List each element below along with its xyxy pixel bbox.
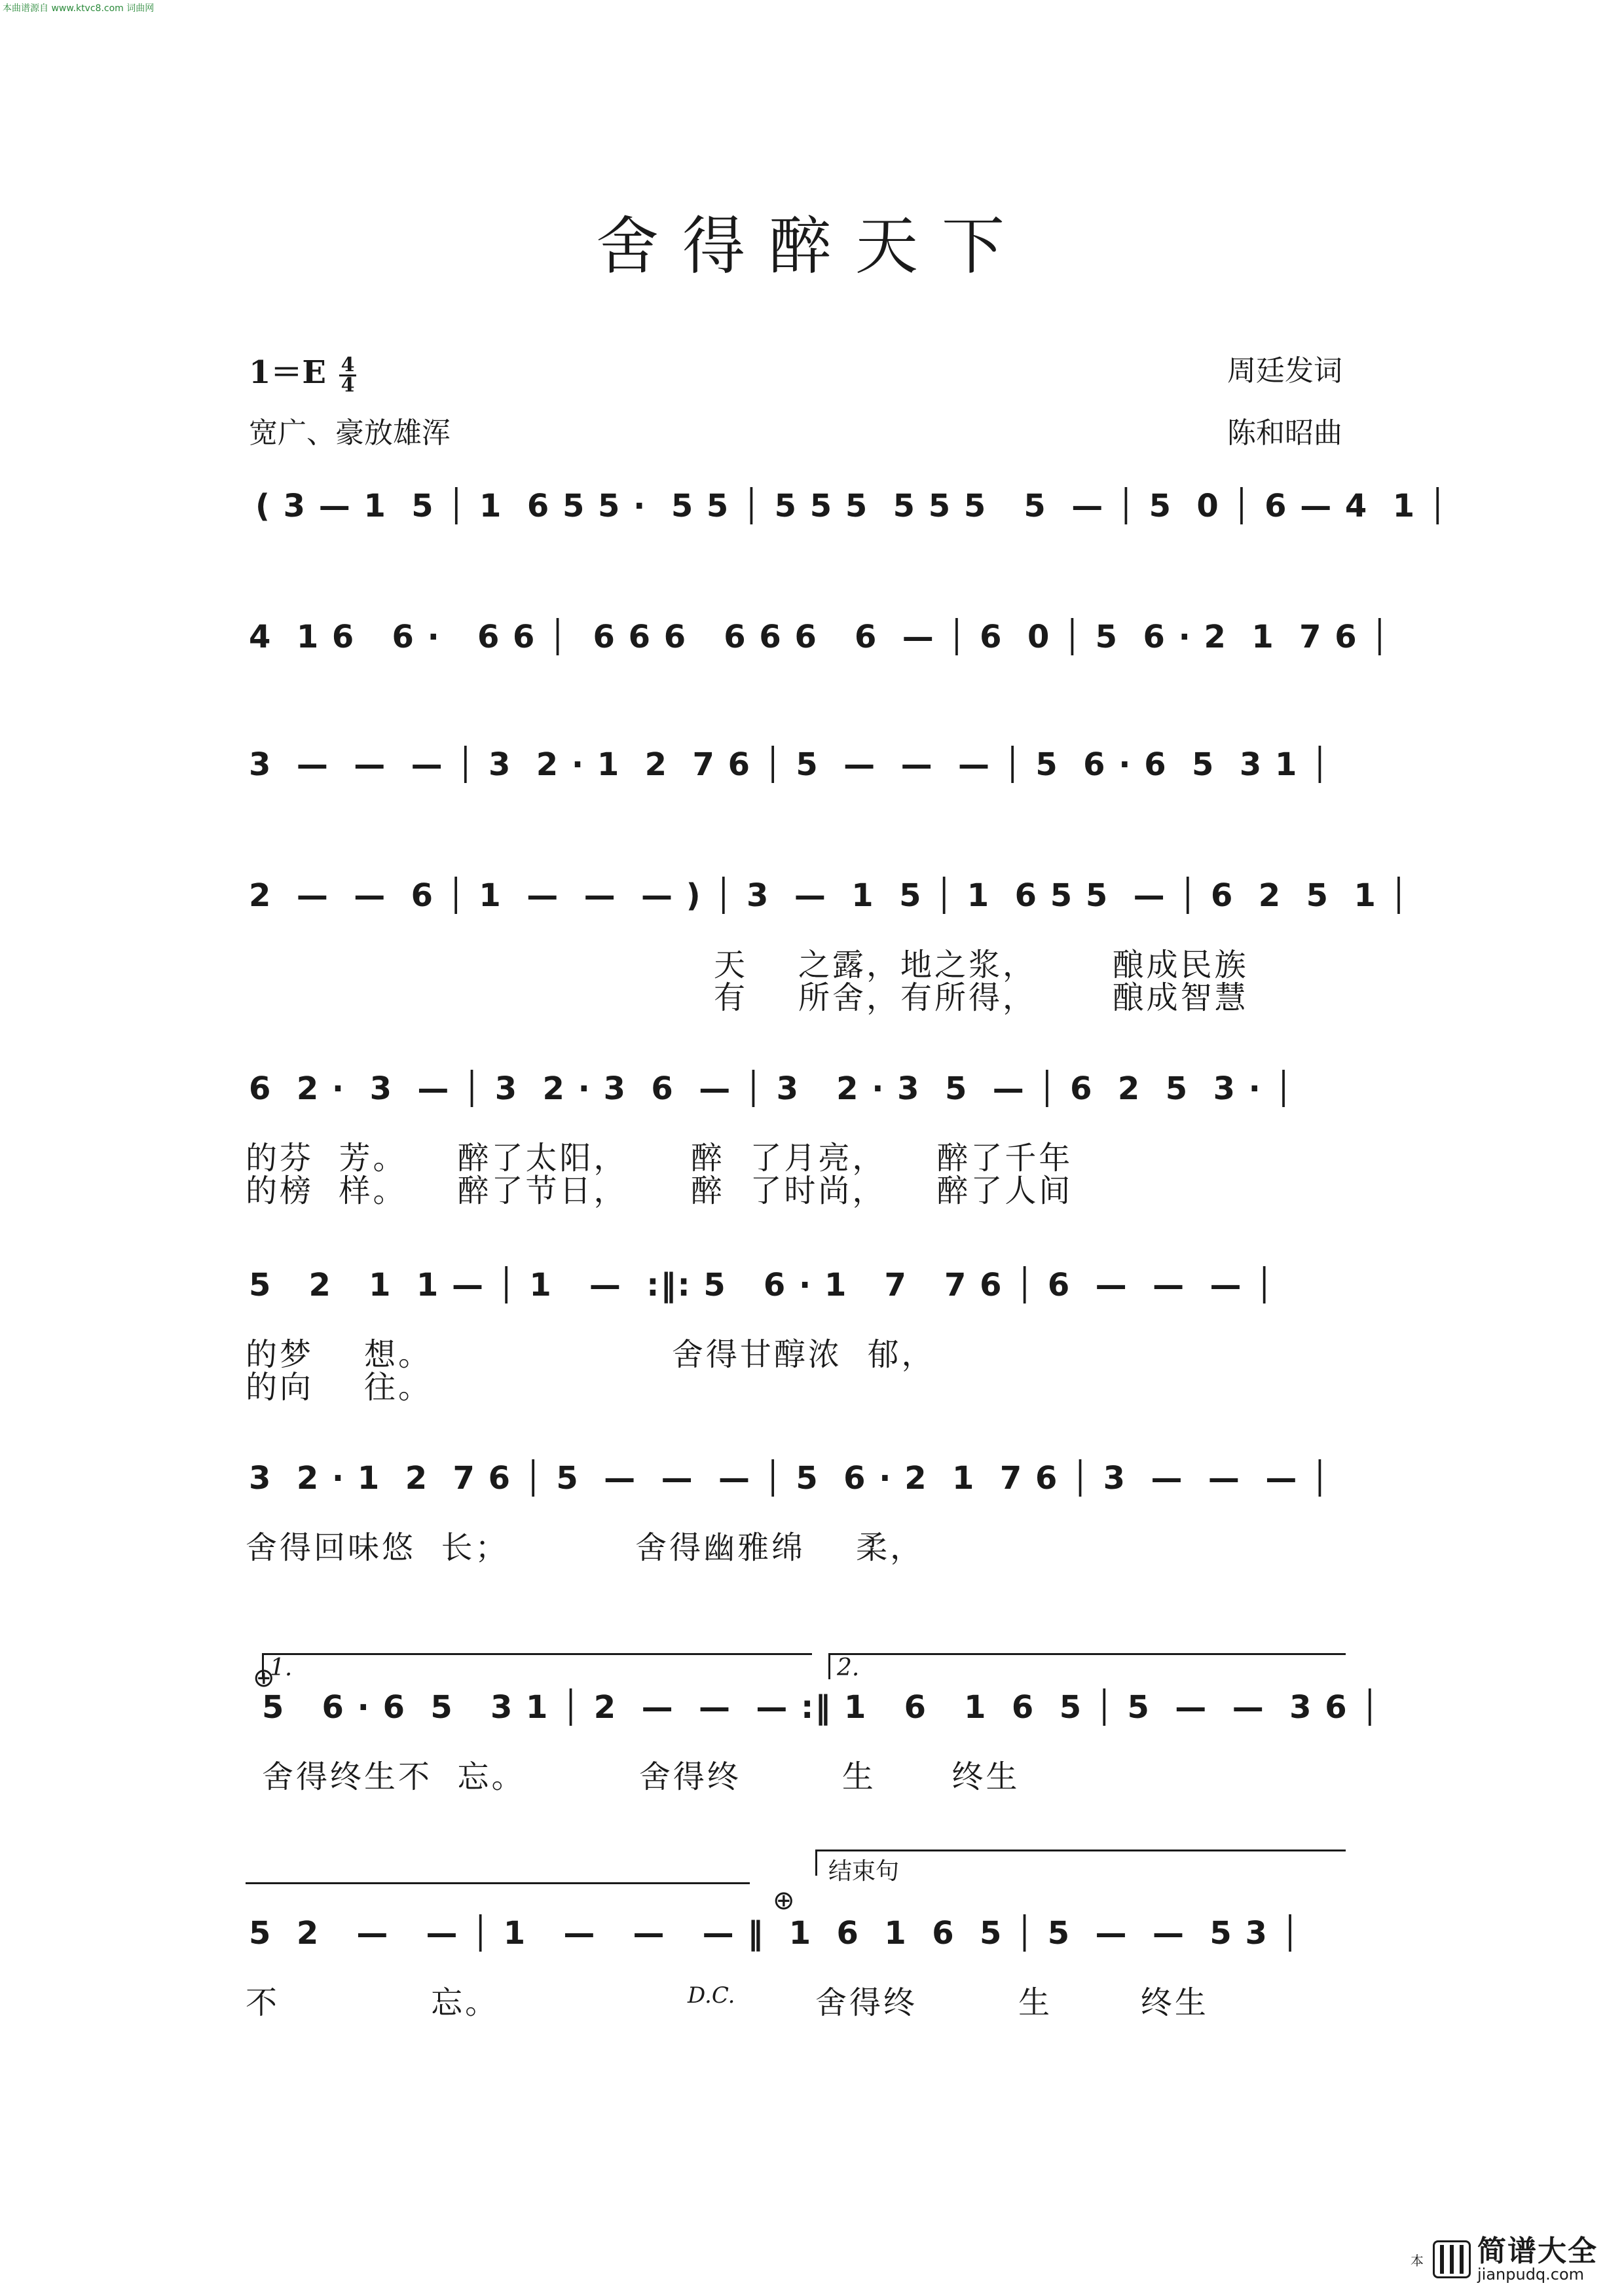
- notation-line-4: 2 — — 6 │ 1 — — — ) │ 3 — 1 5 │ 1 6 5 5 — │ 6 2 5 1 │: [249, 877, 1410, 914]
- logo-name: 简谱大全: [1477, 2234, 1598, 2268]
- logo-mark: 本: [1411, 2252, 1424, 2269]
- notation-line-3: 3 — — — │ 3 2 · 1 2 7 6 │ 5 — — — │ 5 6 · 6 5 3 1 │: [249, 746, 1331, 783]
- lyrics-line-6-verse-1: 的梦 想。 舍得甘醇浓 郁，: [246, 1336, 936, 1373]
- key-label: 1＝E: [249, 354, 326, 391]
- coda-sign-2: ⊕: [773, 1886, 795, 1916]
- ending-label: 结束句: [828, 1858, 900, 1885]
- lyrics-line-9-a: 不 忘。: [246, 1984, 575, 2021]
- volta-1-label: 1.: [270, 1654, 293, 1681]
- logo-url: jianpudq.com: [1477, 2265, 1585, 2284]
- key-signature: [249, 347, 356, 395]
- lyrics-line-5-verse-2: 的榜 样。 醉了节日， 醉 了时尚， 醉了人间: [246, 1173, 1073, 1209]
- ending-bracket: [815, 1850, 1346, 1851]
- time-signature: [339, 356, 356, 395]
- volta-2-left: [828, 1653, 830, 1679]
- ending-bracket-left: [815, 1850, 817, 1876]
- notation-line-1: ( 3 — 1 5 │ 1 6 5 5 · 5 5 │ 5 5 5 5 5 5 5 — │ 5 0 │ 6 — 4 1 │: [255, 488, 1449, 524]
- volta-2-bracket: [828, 1653, 1346, 1655]
- notation-line-8: 5 6 · 6 5 3 1 │ 2 — — — :‖ 1 6 1 6 5 │ 5 — — 3 6 │: [262, 1689, 1381, 1726]
- continuation-bracket: [246, 1882, 750, 1884]
- lyricist: 周廷发词: [1227, 354, 1342, 388]
- notation-line-5: 6 2 · 3 — │ 3 2 · 3 6 — │ 3 2 · 3 5 — │ 6 2 5 3 · │: [249, 1070, 1295, 1107]
- notation-line-7: 3 2 · 1 2 7 6 │ 5 — — — │ 5 6 · 2 1 7 6 │ 3 — — — │: [249, 1460, 1331, 1497]
- song-title: 舍得醉天下: [596, 210, 1028, 283]
- piano-icon: [1433, 2240, 1471, 2278]
- volta-2-label: 2.: [837, 1654, 860, 1681]
- lyrics-line-8: 舍得终生不 忘。 舍得终 生 终生: [262, 1758, 1020, 1795]
- time-sig-bottom: 4: [341, 374, 355, 397]
- lyrics-line-6-verse-2: 的向 往。: [246, 1369, 433, 1406]
- lyrics-line-4-verse-1: 天 之露，地之浆， 酿成民族: [714, 947, 1249, 983]
- site-logo: [1411, 2236, 1598, 2283]
- time-sig-top: 4: [341, 354, 355, 376]
- lyrics-line-9-b: 舍得终 生 终生: [815, 1984, 1209, 2021]
- coda-sign-1: ⊕: [253, 1663, 275, 1693]
- composer: 陈和昭曲: [1227, 416, 1342, 450]
- tempo-marking: 宽广、豪放雄浑: [249, 416, 451, 450]
- dc-marking: D.C.: [688, 1982, 735, 2009]
- volta-1-bracket: [262, 1653, 812, 1655]
- lyrics-line-4-verse-2: 有 所舍，有所得， 酿成智慧: [714, 979, 1249, 1016]
- source-note: 本曲谱源自 www.ktvc8.com 词曲网: [3, 3, 155, 14]
- notation-line-6: 5 2 1 1 — │ 1 — :‖: 5 6 · 1 7 7 6 │ 6 — — — │: [249, 1267, 1276, 1303]
- lyrics-line-5-verse-1: 的芬 芳。 醉了太阳， 醉 了月亮， 醉了千年: [246, 1140, 1073, 1176]
- notation-line-9: 5 2 — — │ 1 — — — ‖ 1 6 1 6 5 │ 5 — — 5 3 │: [249, 1915, 1301, 1952]
- lyrics-line-7: 舍得回味悠 长； 舍得幽雅绵 柔，: [246, 1529, 925, 1566]
- notation-line-2: 4 1 6 6 · 6 6 │ 6 6 6 6 6 6 6 — │ 6 0 │ 5 6 · 2 1 7 6 │: [249, 619, 1391, 655]
